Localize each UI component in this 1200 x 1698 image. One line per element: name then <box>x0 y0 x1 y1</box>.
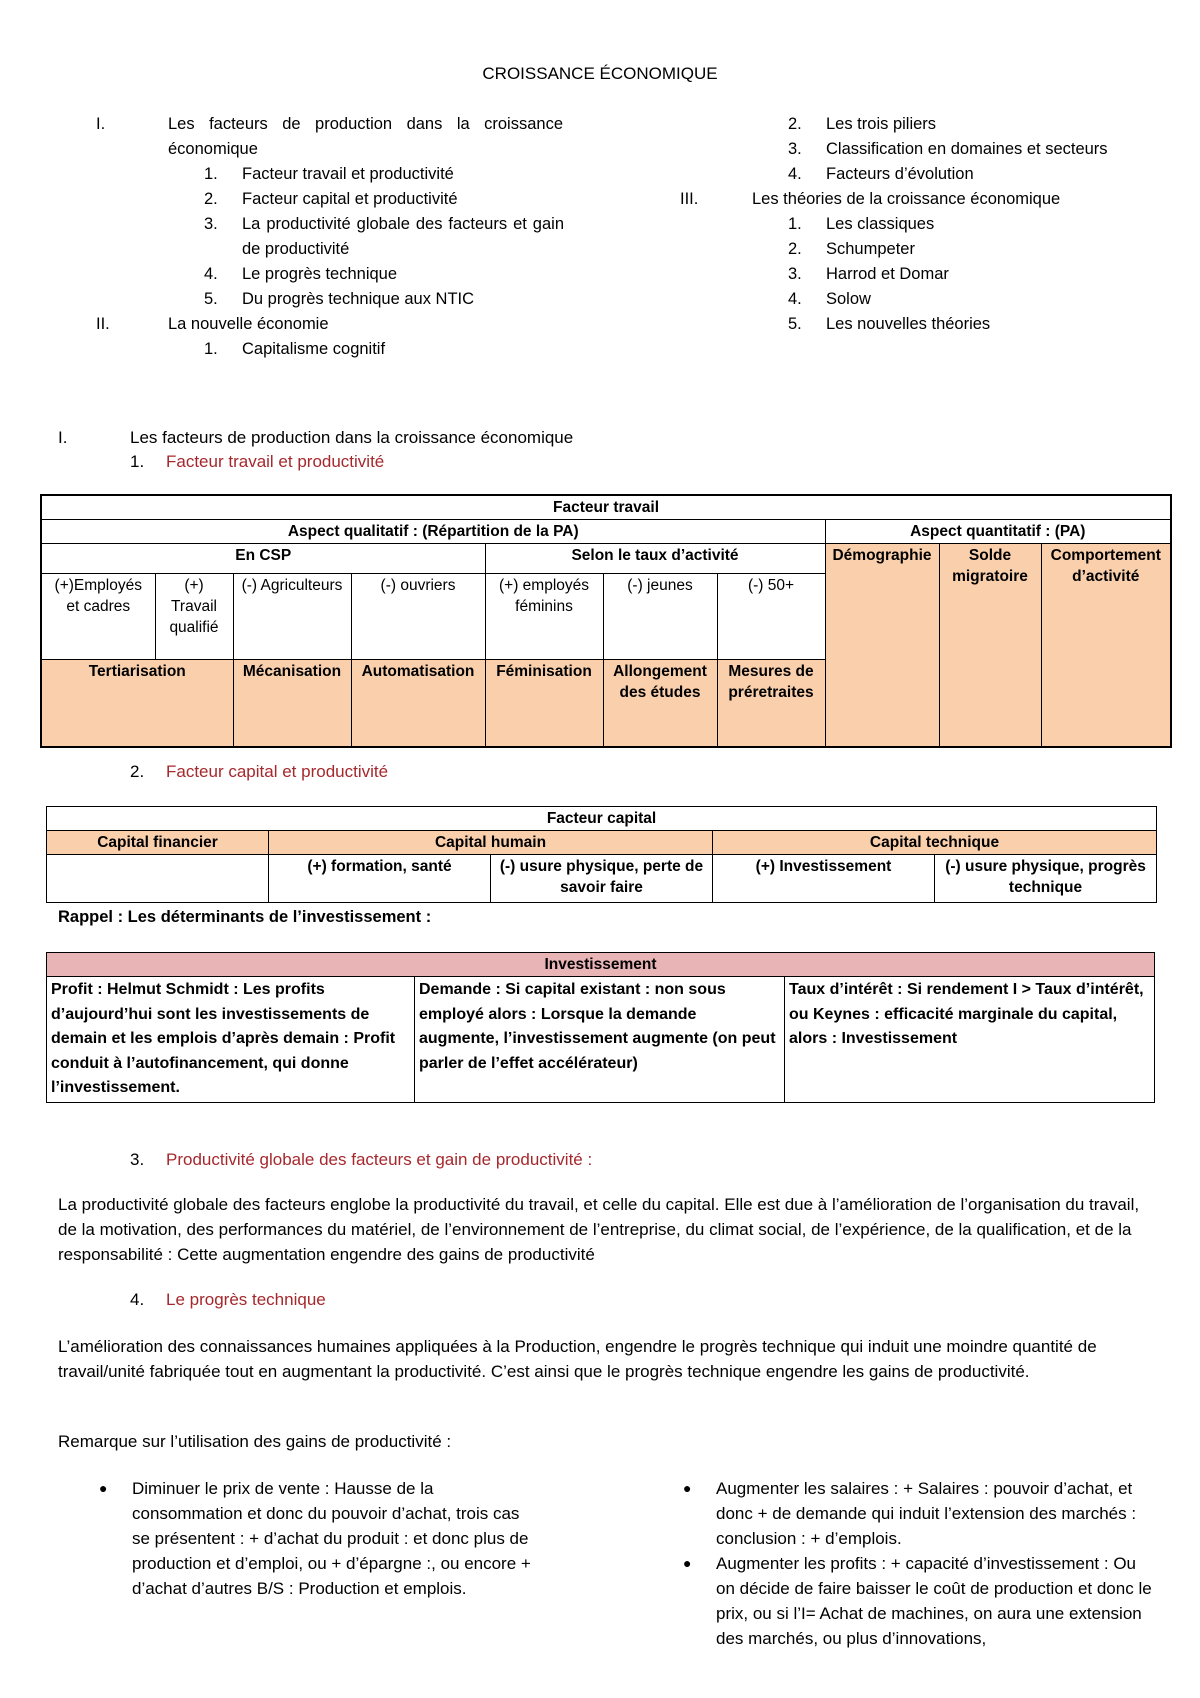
table-cell: Féminisation <box>485 659 603 747</box>
toc-num: 1. <box>788 215 802 233</box>
bullet-text: Augmenter les profits : + capacité d’investissement : Ou on décide de faire baisser le coût de production et donc le prix, ou si l’I= Achat de machines, on aura une extension des marchés, ou plus d’innovations, <box>716 1554 1152 1648</box>
aspect-quantitatif: Aspect quantitatif : (PA) <box>825 520 1171 544</box>
section-text: Les facteurs de production dans la croissance économique <box>130 428 574 447</box>
table-cell: (+) Investissement <box>713 855 935 903</box>
subsection-heading <box>130 762 389 782</box>
table-cell: Mécanisation <box>233 659 351 747</box>
toc-num: 4. <box>204 265 218 283</box>
subsection-heading <box>130 452 385 472</box>
toc-text: Facteur capital et productivité <box>242 190 458 208</box>
bullet-icon: ● <box>99 1480 108 1496</box>
paragraph: La productivité globale des facteurs englobe la productivité du travail, et celle du capital. Elle est due à l’amélioration de l’organisation du travail, de la motivation, des performances du matériel, de l’environnement de l’entreprise, du climat social, de l’expérience, de la qualification, et de la responsabilité : Cette augmentation engendre des gains de productivité <box>58 1195 1140 1264</box>
toc-item <box>680 112 1160 137</box>
toc-text: Les classiques <box>826 215 935 233</box>
toc-item <box>680 287 1160 312</box>
toc-num: 4. <box>788 165 802 183</box>
toc-item <box>680 162 1160 187</box>
subsection-text: Productivité globale des facteurs et gain de productivité : <box>166 1150 593 1169</box>
column-header: Capital humain <box>269 831 713 855</box>
subsection-num: 3. <box>130 1150 145 1169</box>
table-cell: (-) Agriculteurs <box>233 573 351 659</box>
subsection-heading <box>130 1290 326 1310</box>
toc-num: 3. <box>788 265 802 283</box>
taux-activite: Selon le taux d’activité <box>485 544 825 574</box>
subsection-text: Le progrès technique <box>166 1290 326 1309</box>
table-header: Facteur capital <box>47 807 1157 831</box>
toc-num: I. <box>96 115 106 133</box>
investissement-table <box>46 952 1155 1103</box>
table-cell: Mesures de préretraites <box>717 659 825 747</box>
toc-num: 3. <box>204 215 218 233</box>
column-header: Capital technique <box>713 831 1157 855</box>
toc-num: III. <box>680 190 699 208</box>
toc-item <box>680 237 1160 262</box>
subsection-num: 2. <box>130 762 145 781</box>
paragraph: L’amélioration des connaissances humaines appliquées à la Production, engendre le progrès technique qui induit une moindre quantité de travail/unité fabriquée tout en augmentant la productivité. C’est ainsi que le progrès technique engendre les gains de productivité. <box>58 1337 1097 1381</box>
toc-num: 2. <box>788 115 802 133</box>
table-cell: (+) Travail qualifié <box>155 573 233 659</box>
solde-migratoire-cell: Solde migratoire <box>939 544 1041 748</box>
facteur-travail-table <box>40 494 1172 748</box>
bullet-text: Augmenter les salaires : + Salaires : pouvoir d’achat, et donc + de demande qui induit l’extension des marchés : conclusion : + d’emplois. <box>716 1479 1137 1548</box>
toc-num: 2. <box>204 190 218 208</box>
toc-text: Capitalisme cognitif <box>242 340 386 358</box>
toc-text: Le progrès technique <box>242 265 398 283</box>
toc-item <box>680 262 1160 287</box>
subsection-num: 1. <box>130 452 145 471</box>
subsection-heading <box>130 1150 593 1170</box>
bullet-text: Diminuer le prix de vente : Hausse de la consommation et donc du pouvoir d’achat, trois cas se présentent : + d’achat du produit : et donc plus de production et d’emploi, ou + d’épargne :, ou encore + d’achat d’autres B/S : Production et emplois. <box>132 1479 531 1598</box>
table-cell: Profit : Helmut Schmidt : Les profits d’aujourd’hui sont les investissements de demain et les emplois d’après demain : Profit conduit à l’autofinancement, qui donne l’investissement. <box>47 977 415 1103</box>
table-cell: (+)Employés et cadres <box>41 573 155 659</box>
toc-left <box>96 112 576 362</box>
toc-item <box>96 112 576 162</box>
section-heading <box>58 428 574 448</box>
table-cell: Allongement des études <box>603 659 717 747</box>
table-cell: Automatisation <box>351 659 485 747</box>
document-title: CROISSANCE ÉCONOMIQUE <box>482 64 718 83</box>
toc-text: Les théories de la croissance économique <box>752 190 1061 208</box>
toc-item <box>96 287 576 312</box>
facteur-capital-table <box>46 806 1157 903</box>
toc-item <box>680 312 1160 337</box>
toc-text: Harrod et Domar <box>826 265 949 283</box>
toc-item <box>96 212 576 262</box>
toc-item <box>96 262 576 287</box>
en-csp: En CSP <box>41 544 485 574</box>
toc-num: 2. <box>788 240 802 258</box>
table-header: Facteur travail <box>41 495 1171 520</box>
toc-text: Facteur travail et productivité <box>242 165 454 183</box>
table-cell: Demande : Si capital existant : non sous employé alors : Lorsque la demande augmente, l’investissement augmente (on peut parler de l’effet accélérateur) <box>415 977 785 1103</box>
toc-text: Solow <box>826 290 871 308</box>
toc-num: 5. <box>788 315 802 333</box>
section-num: I. <box>58 428 68 447</box>
toc-text: Les facteurs de production dans la croissance économique <box>168 115 563 158</box>
toc-item <box>96 187 576 212</box>
table-cell: Taux d’intérêt : Si rendement I > Taux d’intérêt, ou Keynes : efficacité marginale du capital, alors : Investissement <box>785 977 1155 1103</box>
table-cell: (-) jeunes <box>603 573 717 659</box>
subsection-text: Facteur travail et productivité <box>166 452 385 471</box>
toc-num: II. <box>96 315 110 333</box>
toc-num: 1. <box>204 165 218 183</box>
toc-text: La productivité globale des facteurs et gain de productivité <box>242 215 564 258</box>
table-cell: (+) formation, santé <box>269 855 491 903</box>
bullet-item <box>683 1476 1156 1551</box>
toc-text: Du progrès technique aux NTIC <box>242 290 475 308</box>
toc-item <box>680 212 1160 237</box>
toc-num: 1. <box>204 340 218 358</box>
toc-text: Schumpeter <box>826 240 915 258</box>
toc-item <box>680 137 1160 162</box>
toc-num: 4. <box>788 290 802 308</box>
comportement-cell: Comportement d’activité <box>1041 544 1171 748</box>
table-header: Investissement <box>47 953 1155 977</box>
toc-text: Classification en domaines et secteurs <box>826 140 1108 158</box>
demographie-cell: Démographie <box>825 544 939 748</box>
toc-item <box>96 312 576 337</box>
subsection-text: Facteur capital et productivité <box>166 762 389 781</box>
bullet-item <box>99 1476 542 1601</box>
toc-item <box>680 187 1160 212</box>
toc-text: Les trois piliers <box>826 115 937 133</box>
table-cell: (-) 50+ <box>717 573 825 659</box>
table-cell <box>47 855 269 903</box>
table-cell: (+) employés féminins <box>485 573 603 659</box>
rappel-text: Rappel : Les déterminants de l’investissement : <box>58 908 432 926</box>
bullet-icon: ● <box>683 1480 692 1496</box>
subsection-num: 4. <box>130 1290 145 1309</box>
column-header: Capital financier <box>47 831 269 855</box>
toc-text: Facteurs d’évolution <box>826 165 974 183</box>
remarque-text: Remarque sur l’utilisation des gains de productivité : <box>58 1432 452 1451</box>
table-cell: (-) ouvriers <box>351 573 485 659</box>
bullet-item <box>683 1551 1156 1651</box>
aspect-qualitatif: Aspect qualitatif : (Répartition de la PA) <box>41 520 825 544</box>
toc-item <box>96 162 576 187</box>
toc-right <box>680 112 1160 337</box>
table-cell: (-) usure physique, perte de savoir faire <box>491 855 713 903</box>
toc-num: 3. <box>788 140 802 158</box>
toc-text: Les nouvelles théories <box>826 315 991 333</box>
bullet-icon: ● <box>683 1555 692 1571</box>
table-cell: (-) usure physique, progrès technique <box>935 855 1157 903</box>
toc-item <box>96 337 576 362</box>
toc-num: 5. <box>204 290 218 308</box>
toc-text: La nouvelle économie <box>168 315 329 333</box>
table-cell: Tertiarisation <box>41 659 233 747</box>
